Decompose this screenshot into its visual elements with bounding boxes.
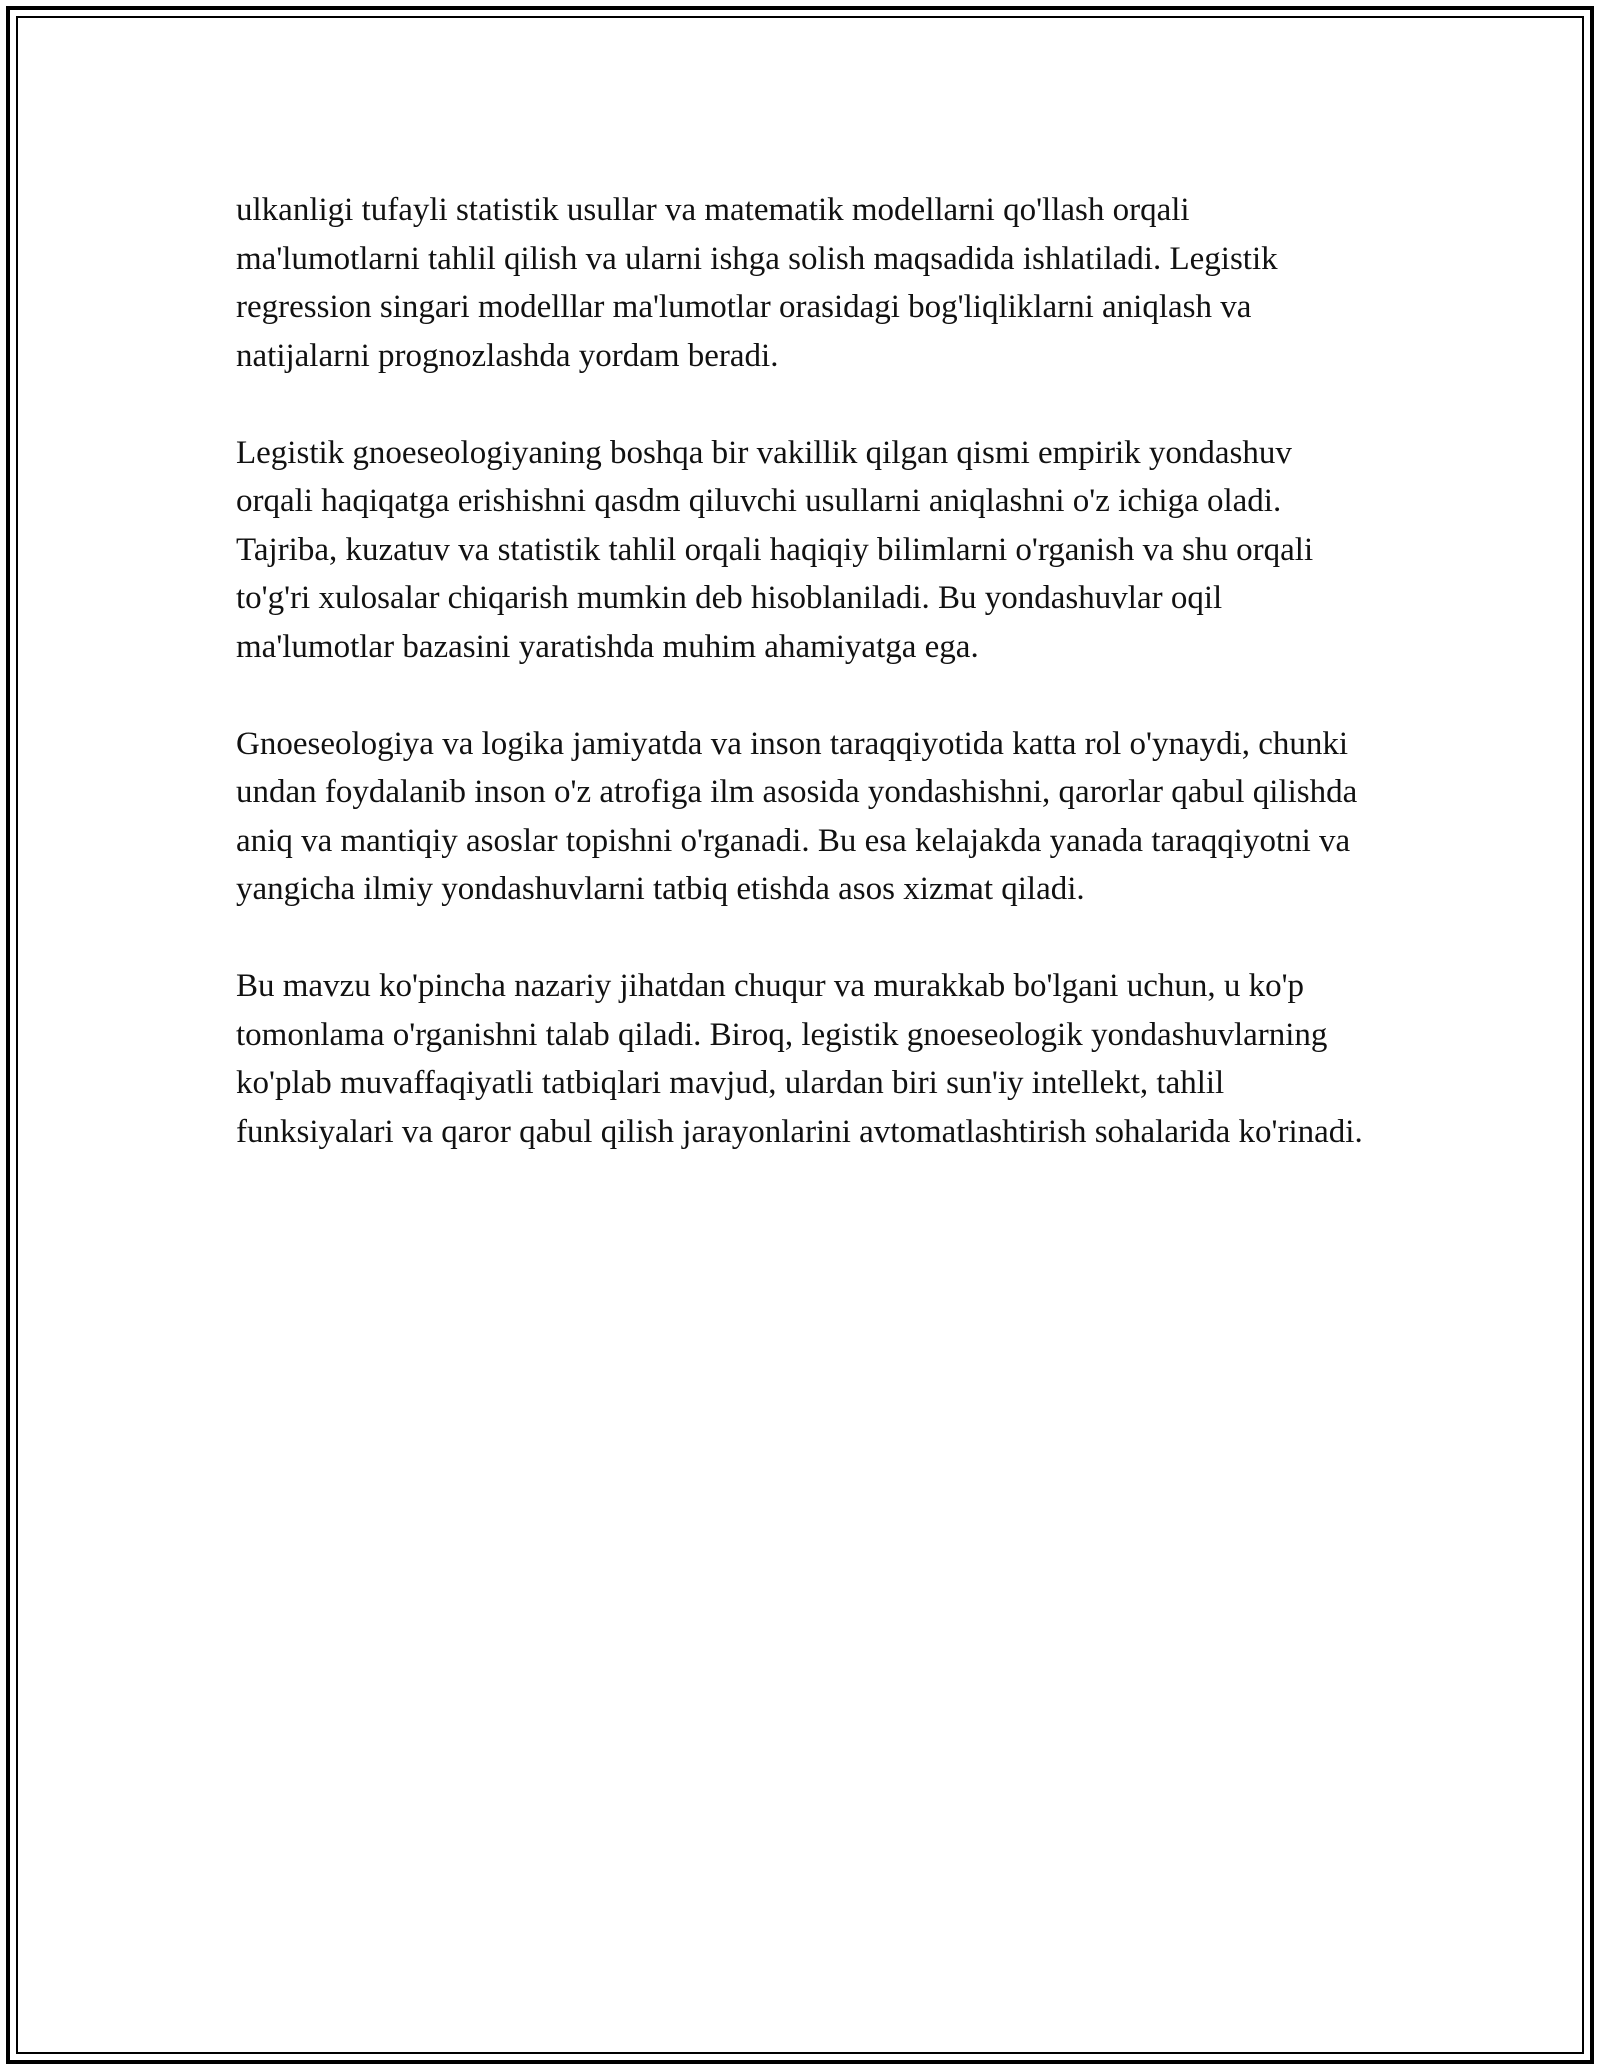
paragraph-4: Bu mavzu ko'pincha nazariy jihatdan chuqur va murakkab bo'lgani uchun, u ko'p tomonlama o'rganishni talab qiladi. Biroq, legistik gnoeseologik yondashuvlarning ko'plab muvaffaqiyatli tatbiqlari mavjud, ulardan biri sun'iy intellekt, tahlil funksiyalari va qaror qabul qilish jarayonlarini avtomatlashtirish sohalarida ko'rinadi. [236, 968, 1363, 1150]
paragraph-3: Gnoeseologiya va logika jamiyatda va inson taraqqiyotida katta rol o'ynaydi, chunki undan foydalanib inson o'z atrofiga ilm asosida yondashishni, qarorlar qabul qilishda aniq va mantiqiy asoslar topishni o'rganadi. Bu esa kelajakda yanada taraqqiyotni va yangicha ilmiy yondashuvlarni tatbiq etishda asos xizmat qiladi. [236, 725, 1358, 907]
document-body [236, 186, 1366, 1205]
paragraph-2: Legistik gnoeseologiyaning boshqa bir vakillik qilgan qismi empirik yondashuv orqali haqiqatga erishishni qasdm qiluvchi usullarni aniqlashni o'z ichiga oladi. Tajriba, kuzatuv va statistik tahlil orqali haqiqiy bilimlarni o'rganish va shu orqali to'g'ri xulosalar chiqarish mumkin deb hisoblaniladi. Bu yondashuvlar oqil ma'lumotlar bazasini yaratishda muhim ahamiyatga ega. [236, 434, 1314, 665]
paragraph-1: ulkanligi tufayli statistik usullar va matematik modellarni qo'llash orqali ma'lumotlarni tahlil qilish va ularni ishga solish maqsadida ishlatiladi. Legistik regression singari modelllar ma'lumotlar orasidagi bog'liqliklarni aniqlash va natijalarni prognozlashda yordam beradi. [236, 192, 1278, 374]
